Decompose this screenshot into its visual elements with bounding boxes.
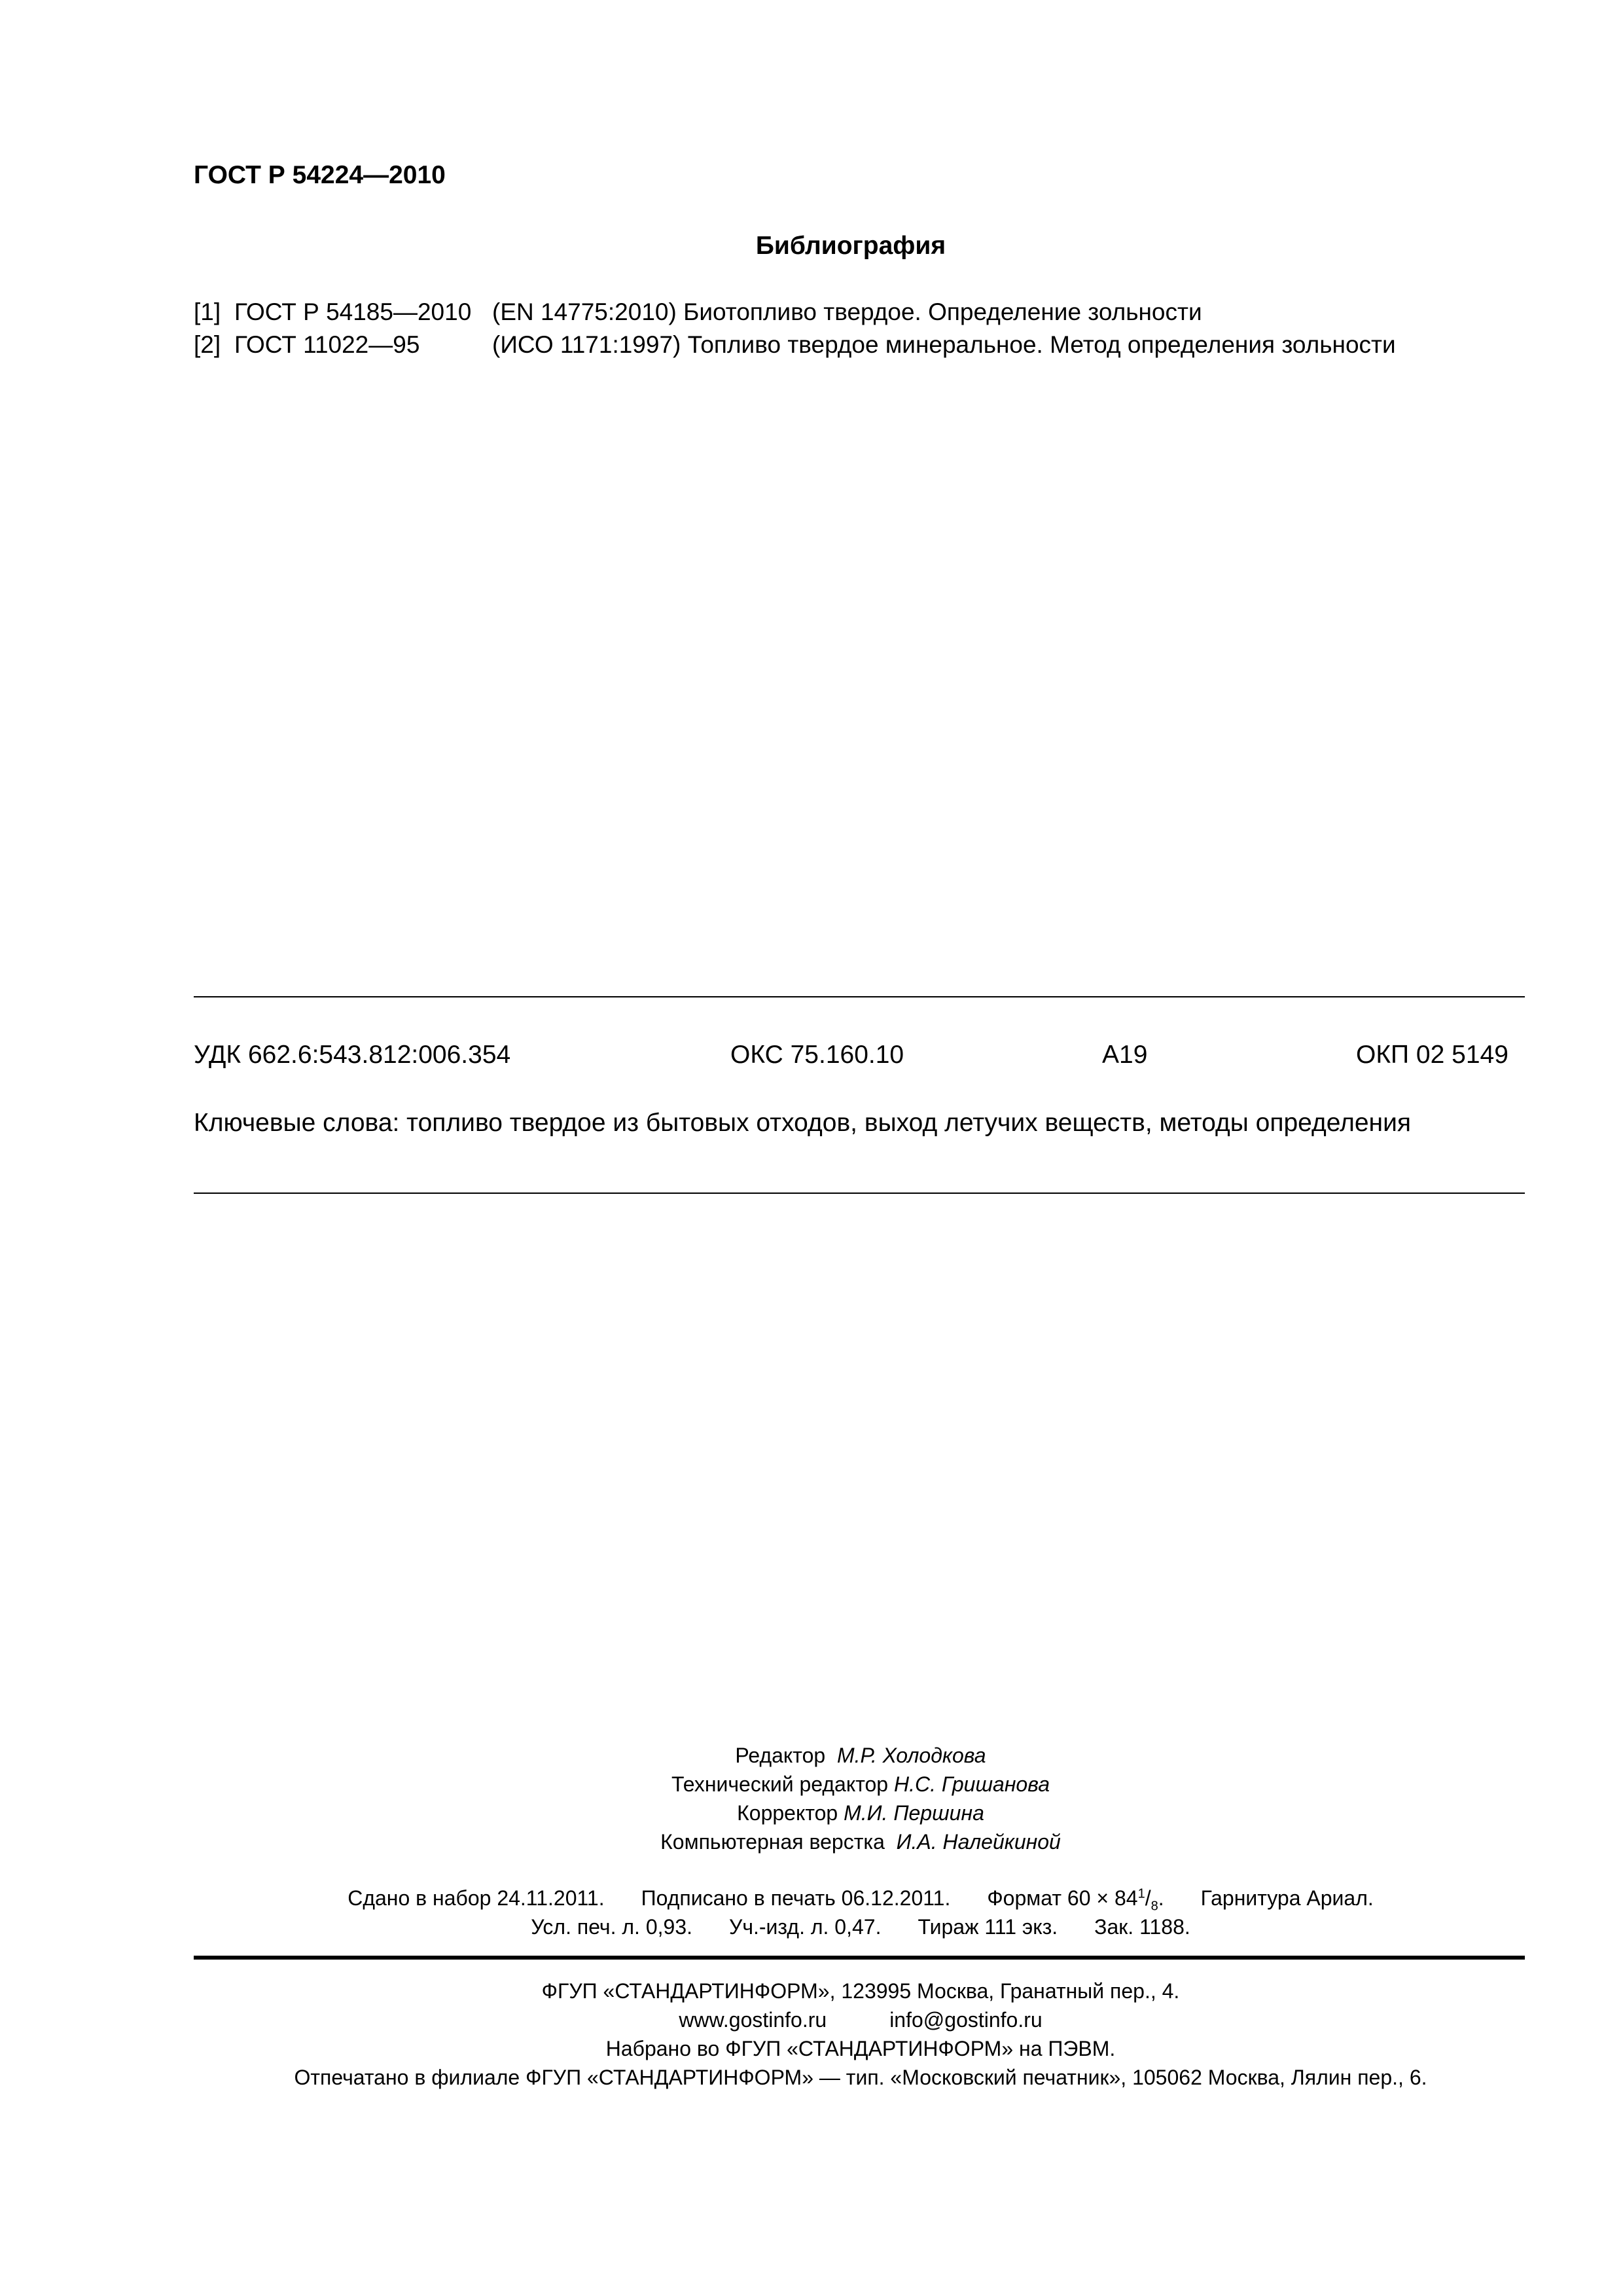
bibliography-item-title: (EN 14775:2010) Биотопливо твердое. Определение зольности [492, 298, 1202, 325]
publisher-address: ФГУП «СТАНДАРТИНФОРМ», 123995 Москва, Гранатный пер., 4. [541, 1979, 1180, 2003]
corrector-name: М.И. Першина [844, 1801, 984, 1825]
typeset-info: Набрано во ФГУП «СТАНДАРТИНФОРМ» на ПЭВМ. [605, 2037, 1116, 2060]
udk-code: УДК 662.6:543.812:006.354 [194, 1041, 511, 1069]
group-code: А19 [1102, 1041, 1148, 1069]
print-info-line-2 [0, 1915, 1623, 1939]
bibliography-item-standard: ГОСТ Р 54185—2010 [234, 298, 472, 325]
editor-name: М.Р. Холодкова [836, 1744, 986, 1767]
bibliography-item-number: [1] [194, 298, 221, 325]
editor-label: Редактор [735, 1744, 826, 1767]
oks-code: ОКС 75.160.10 [730, 1041, 904, 1069]
print-info-line-1 [0, 1886, 1623, 1914]
order-number: Зак. 1188. [1094, 1915, 1190, 1939]
bibliography-item-title: (ИСО 1171:1997) Топливо твердое минеральное. Метод определения зольности [492, 331, 1396, 358]
tech-editor-credit [0, 1772, 1623, 1797]
publisher-email: info@gostinfo.ru [889, 2008, 1043, 2032]
tech-editor-name: Н.С. Гришанова [893, 1772, 1050, 1796]
publisher-website: www.gostinfo.ru [679, 2008, 827, 2032]
divider-top [194, 996, 1525, 997]
uch-izd: Уч.-изд. л. 0,47. [729, 1915, 882, 1939]
bibliography-item [194, 298, 1202, 326]
corrector-credit [0, 1801, 1623, 1825]
submitted-date: Сдано в набор 24.11.2011. [348, 1886, 605, 1910]
keywords: Ключевые слова: топливо твердое из бытовых отходов, выход летучих веществ, методы определения [194, 1109, 1412, 1137]
usl-pech: Усл. печ. л. 0,93. [531, 1915, 692, 1939]
typeface-info: Гарнитура Ариал. [1200, 1886, 1374, 1910]
circulation: Тираж 111 экз. [918, 1915, 1058, 1939]
okp-code: ОКП 02 5149 [1356, 1041, 1508, 1069]
bibliography-item [194, 331, 1396, 359]
document-code: ГОСТ Р 54224—2010 [194, 161, 446, 189]
layout-name: И.А. Налейкиной [896, 1830, 1061, 1854]
layout-credit [0, 1830, 1623, 1854]
format-info: Формат $60 \times 84^1/_8$. [987, 1886, 1164, 1914]
corrector-label: Корректор [737, 1801, 838, 1825]
bibliography-title: Библиография [755, 232, 946, 260]
layout-label: Компьютерная верстка [660, 1830, 885, 1854]
publisher-contacts [0, 2008, 1623, 2032]
tech-editor-label: Технический редактор [671, 1772, 889, 1796]
printed-at: Отпечатано в филиале ФГУП «СТАНДАРТИНФОРМ» — тип. «Московский печатник», 105062 Москва, Лялин пер., 6. [294, 2066, 1427, 2089]
imprint-divider [194, 1956, 1525, 1960]
bibliography-item-number: [2] [194, 331, 221, 358]
editor-credit [0, 1744, 1623, 1768]
signed-date: Подписано в печать 06.12.2011. [641, 1886, 951, 1910]
bibliography-item-standard: ГОСТ 11022—95 [234, 331, 420, 358]
divider-bottom [194, 1193, 1525, 1194]
